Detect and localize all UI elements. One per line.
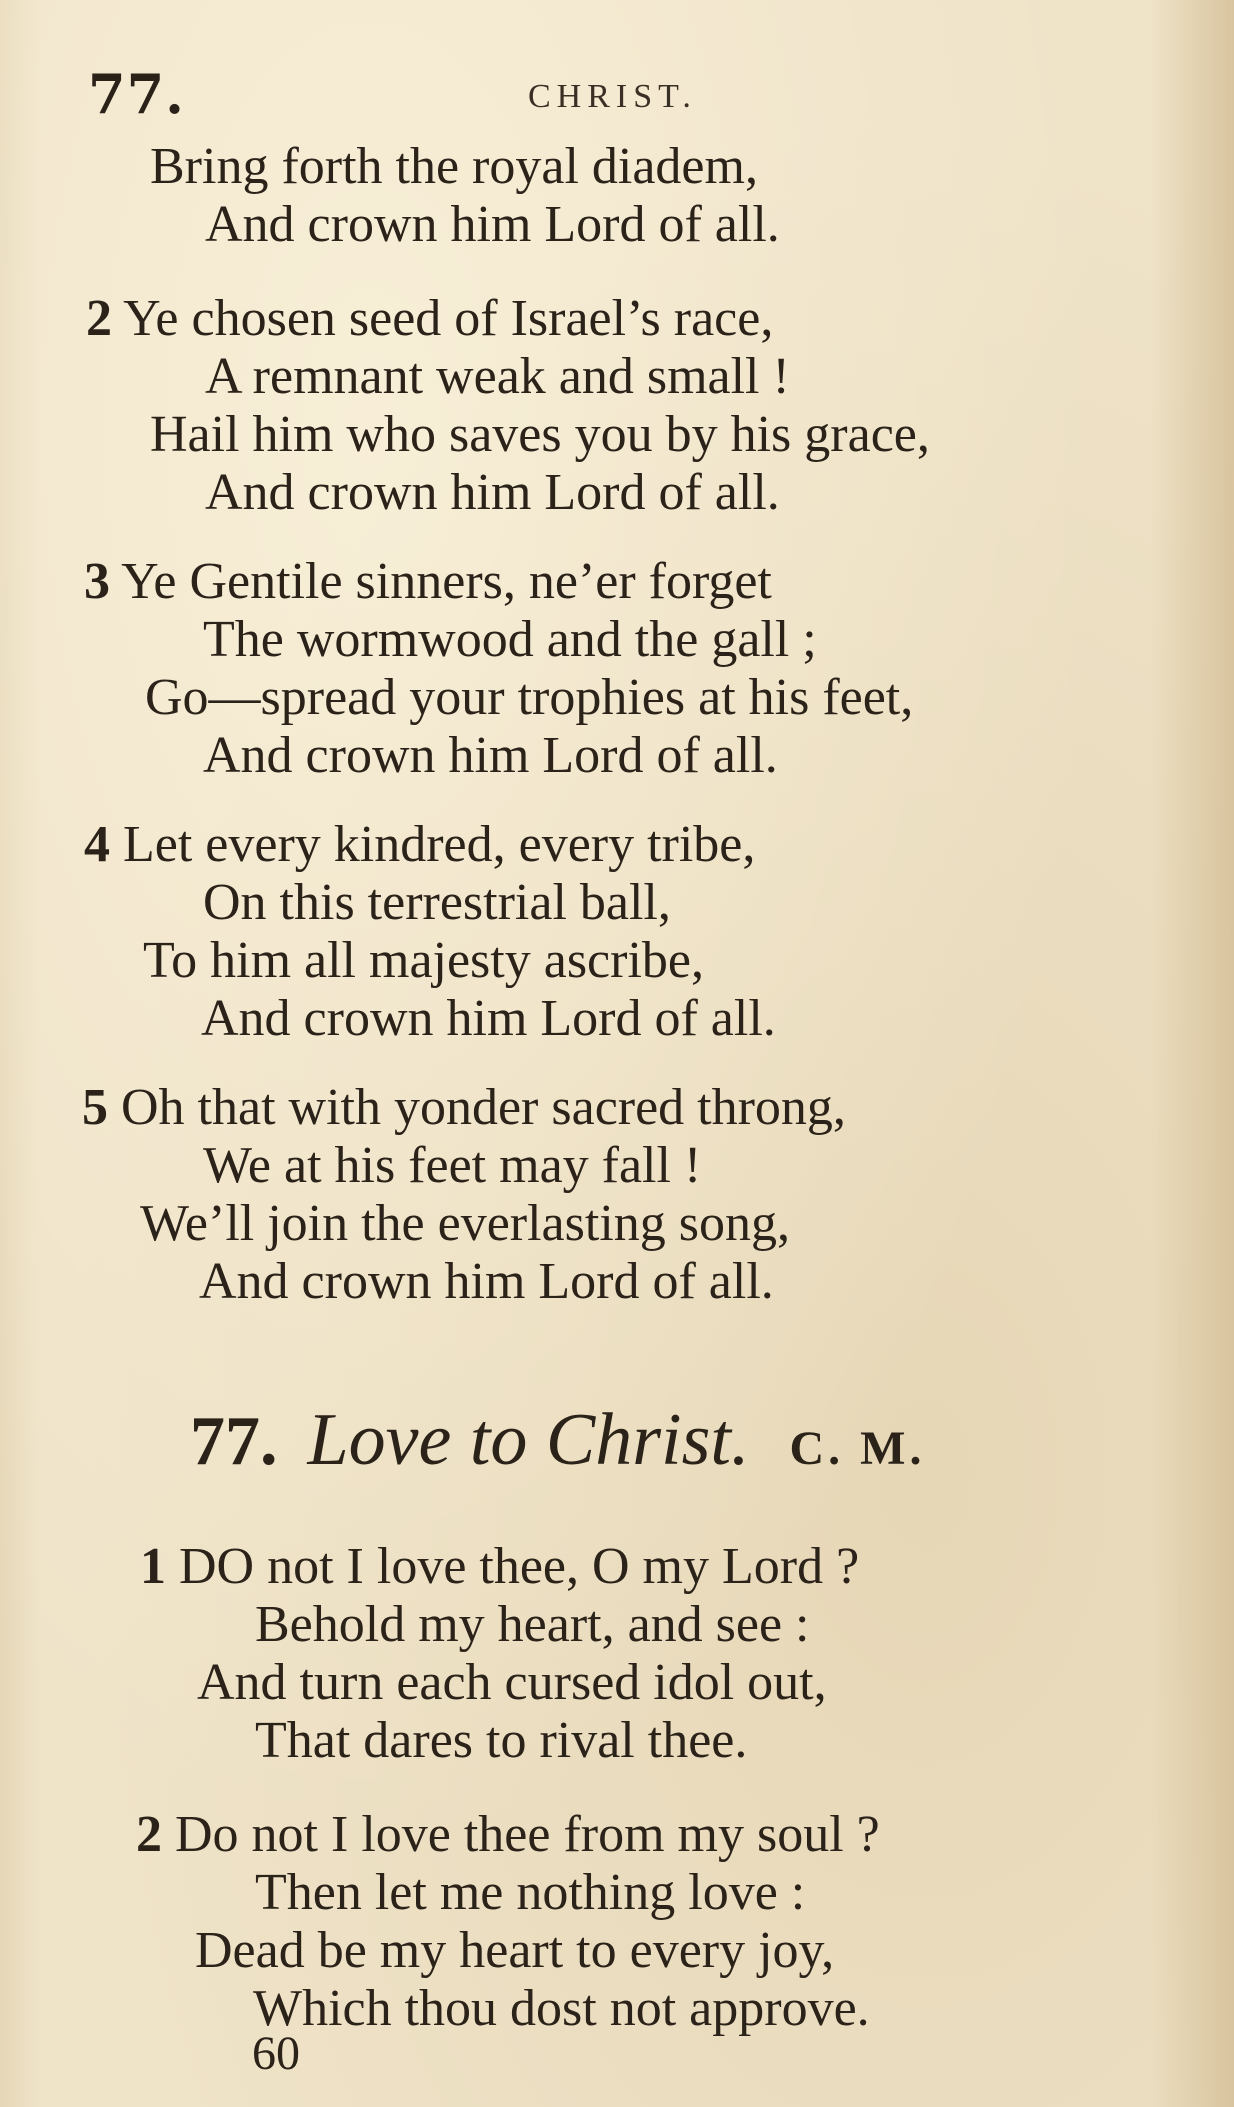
verse-line: The wormwood and the gall ;	[203, 611, 817, 668]
verse-line: Hail him who saves you by his grace,	[150, 406, 930, 463]
verse-line: Dead be my heart to every joy,	[195, 1922, 835, 1979]
verse-line: 1 DO not I love thee, O my Lord ?	[140, 1538, 860, 1595]
verse-line: Which thou dost not approve.	[253, 1980, 870, 2037]
verse-number: 3	[84, 553, 110, 610]
verse-line: And crown him Lord of all.	[203, 727, 778, 784]
page-header	[88, 62, 1148, 132]
running-title: CHRIST.	[528, 78, 697, 115]
verse-number: 4	[84, 816, 110, 873]
verse-line: Then let me nothing love :	[255, 1864, 806, 1921]
verse-number: 2	[86, 290, 112, 347]
verse-line: On this terrestrial ball,	[203, 874, 671, 931]
verse-line: And crown him Lord of all.	[201, 990, 776, 1047]
verse-line: Go—spread your trophies at his feet,	[145, 669, 914, 726]
verse-line: And crown him Lord of all.	[199, 1253, 774, 1310]
hymn-name: Love to Christ.	[307, 1399, 750, 1481]
verse-line: 4 Let every kindred, every tribe,	[84, 816, 756, 873]
header-hymn-number: 77.	[88, 62, 185, 126]
verse-line: That dares to rival thee.	[255, 1712, 748, 1769]
verse-line: Behold my heart, and see :	[255, 1596, 810, 1653]
verse-line: 2 Do not I love thee from my soul ?	[136, 1806, 880, 1863]
verse-line: And crown him Lord of all.	[205, 196, 780, 253]
hymn-meter: C. M.	[789, 1422, 926, 1475]
verse-line: To him all majesty ascribe,	[143, 932, 704, 989]
verse-line: And turn each cursed idol out,	[197, 1654, 827, 1711]
hymn-title	[190, 1398, 925, 1483]
verse-line: A remnant weak and small !	[205, 348, 790, 405]
verse-number: 2	[136, 1806, 162, 1863]
page-number: 60	[252, 2027, 300, 2080]
verse-line: 3 Ye Gentile sinners, ne’er forget	[84, 553, 772, 610]
verse-line: We at his feet may fall !	[203, 1137, 702, 1194]
verse-line: 2 Ye chosen seed of Israel’s race,	[86, 290, 774, 347]
hymn-number: 77.	[190, 1403, 278, 1480]
verse-line: 5 Oh that with yonder sacred throng,	[82, 1079, 846, 1136]
verse-line: We’ll join the everlasting song,	[140, 1195, 790, 1252]
verse-line: Bring forth the royal diadem,	[150, 138, 758, 195]
verse-number: 5	[82, 1079, 108, 1136]
verse-line: And crown him Lord of all.	[205, 464, 780, 521]
verse-number: 1	[140, 1538, 166, 1595]
